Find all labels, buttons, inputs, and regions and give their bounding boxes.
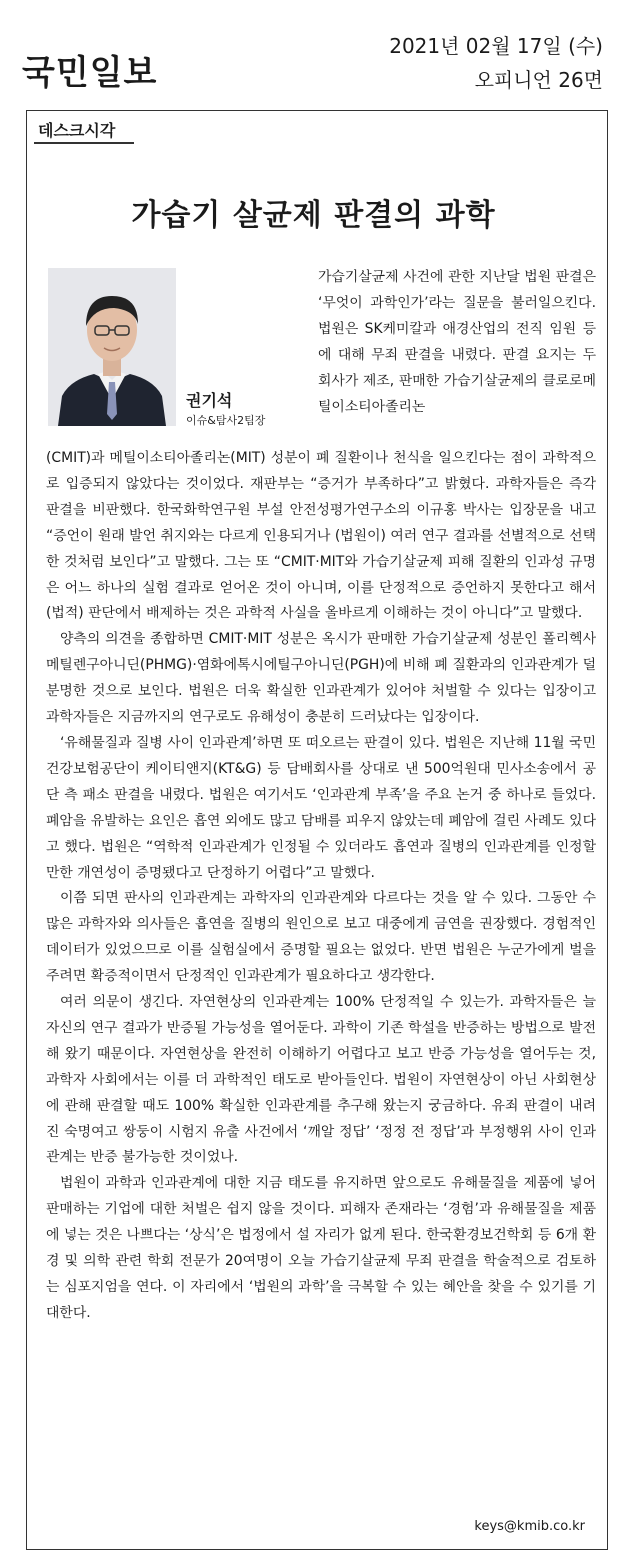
publication-date: 2021년 02월 17일 (수) (389, 34, 603, 58)
author-portrait-image (48, 268, 176, 426)
author-photo (48, 268, 176, 426)
newspaper-logo: 국민일보 (22, 53, 158, 93)
author-email: keys@kmib.co.kr (474, 1519, 585, 1534)
author-role: 이슈&탐사2팀장 (186, 414, 266, 427)
article-body (46, 446, 596, 1327)
article-headline: 가습기 살균제 판결의 과학 (131, 198, 496, 233)
article-paragraph: 양측의 의견을 종합하면 CMIT·MIT 성분은 옥시가 판매한 가습기살균제 성분인 폴리헥사메틸렌구아니딘(PHMG)·염화에톡시에틸구아니딘(PGH)에 비해 폐 질환과의 인과관계가 덜 분명한 것으로 보인다. 법원은 더욱 확실한 인과관계가 있어야 처벌할 수 있다는 입장이고 과학자들은 지금까지의 연구로도 유해성이 충분히 드러났다는 입장이다. (46, 631, 596, 726)
page-section-label: 오피니언 26면 (474, 68, 603, 92)
author-name: 권기석 (186, 391, 233, 410)
article-paragraph: 이쯤 되면 판사의 인과관계는 과학자의 인과관계와 다르다는 것을 알 수 있다. 그동안 수많은 과학자와 의사들은 흡연을 질병의 원인으로 보고 대중에게 금연을 권장했다. 경험적인 데이터가 있었으므로 이를 실험실에서 증명할 필요는 없었다. 반면 법원은 누군가에게 벌을 주려면 확증적이면서 단정적인 인과관계가 필요하다고 생각한다. (46, 890, 596, 985)
article-intro: 가습기살균제 사건에 관한 지난달 법원 판결은 ‘무엇이 과학인가’라는 질문을 불러일으킨다. 법원은 SK케미칼과 애경산업의 전직 임원 등에 대해 무죄 판결을 내렸다. 판결 요지는 두 회사가 제조, 판매한 가습기살균제의 클로로메틸이소티아졸리논 (318, 269, 596, 415)
article-paragraph: ‘유해물질과 질병 사이 인과관계’하면 또 떠오르는 판결이 있다. 법원은 지난해 11월 국민건강보험공단이 케이티앤지(KT&G) 등 담배회사를 상대로 낸 500억원대 민사소송에서 공단 측 패소 판결을 내렸다. 법원은 여기서도 ‘인과관계 부족’을 주요 논거 중 하나로 들었다. 폐암을 유발하는 요인은 흡연 외에도 많고 담배를 피우지 않았는데 폐암에 걸린 사례도 있다고 했다. 법원은 “역학적 인과관계가 인정될 수 있더라도 흡연과 질병의 인과관계를 인정할 만한 개연성이 증명됐다고 단정하기 어렵다”고 말했다. (46, 734, 596, 881)
section-underline (34, 142, 134, 144)
article-paragraph: 법원이 과학과 인과관계에 대한 지금 태도를 유지하면 앞으로도 유해물질을 제품에 넣어 판매하는 기업에 대한 처벌은 쉽지 않을 것이다. 피해자 존재라는 ‘경험’과 유해물질을 제품에 넣는 것은 나쁘다는 ‘상식’은 법정에서 설 자리가 없게 된다. 한국환경보건학회 등 6개 환경 및 의학 관련 학회 전문가 20여명이 오늘 가습기살균제 무죄 판결을 학술적으로 검토하는 심포지엄을 연다. 이 자리에서 ‘법원의 과학’을 극복할 수 있는 혜안을 찾을 수 있기를 기대한다. (46, 1175, 596, 1321)
article-paragraph: 여러 의문이 생긴다. 자연현상의 인과관계는 100% 단정적일 수 있는가. 과학자들은 늘 자신의 연구 결과가 반증될 가능성을 열어둔다. 과학이 기존 학설을 반증하는 방법으로 발전해 왔기 때문이다. 자연현상을 완전히 이해하기 어렵다고 보고 반증 가능성을 열어두는 것, 과학자 사회에서는 이를 더 과학적인 태도로 받아들인다. 법원이 자연현상이 아닌 사회현상에 관해 판결할 때도 100% 확실한 인과관계를 추구해 왔는지 궁금하다. 유죄 판결이 내려진 숙명여고 쌍둥이 시험지 유출 사건에서 ‘깨알 정답’ ‘정정 전 정답’과 부정행위 사이 인과관계는 반증 불가능한 것이었나. (46, 994, 596, 1166)
column-section-label: 데스크시각 (38, 121, 116, 140)
article-paragraph: (CMIT)과 메틸이소티아졸리논(MIT) 성분이 폐 질환이나 천식을 일으킨다는 점이 과학적으로 입증되지 않았다는 것이었다. 재판부는 “증거가 부족하다”고 밝혔다. 과학자들은 즉각 판결을 비판했다. 한국화학연구원 부설 안전성평가연구소의 이규홍 박사는 입장문을 내고 “증언이 원래 발언 취지와는 다르게 인용되거나 (법원이) 여러 연구 결과를 선별적으로 선택한 것처럼 보인다”고 말했다. 그는 또 “CMIT·MIT와 가습기살균제 피해 질환의 인과성 규명은 어느 하나의 실험 결과로 얻어온 것이 아니며, 이를 단정적으로 증언하지 못한다고 해서 (법적) 판단에서 배제하는 것은 과학적 사실을 올바르게 이해하는 것이 아니다”고 말했다. (46, 450, 596, 622)
